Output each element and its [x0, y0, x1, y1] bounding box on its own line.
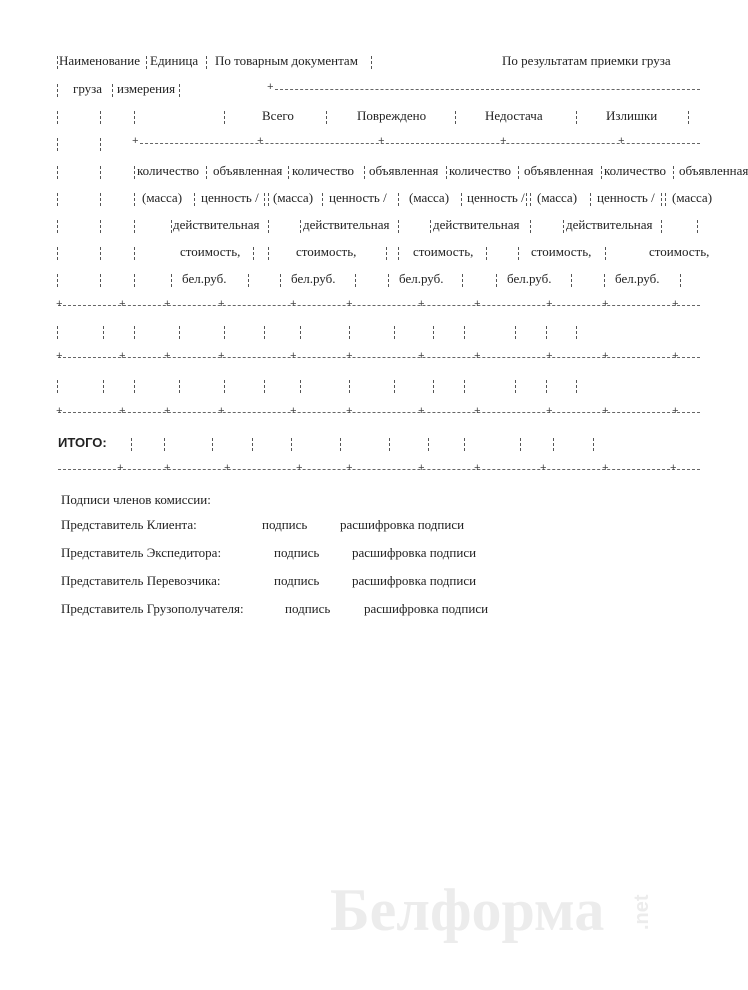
rule-plus: + — [290, 351, 297, 363]
subcol-qty-2: (масса) — [672, 190, 713, 205]
rule-bar — [697, 220, 699, 233]
rule-bar — [398, 220, 400, 233]
rule-bar — [100, 111, 102, 124]
rule-plus: + — [56, 299, 63, 311]
rule-plus: + — [346, 299, 353, 311]
subcol-value-4: стоимость, — [296, 244, 357, 259]
rule-bar — [300, 380, 302, 393]
rule-bar — [433, 326, 435, 339]
rule-bar — [455, 111, 457, 124]
signature-sign: подпись — [285, 601, 331, 616]
rule-plus: + — [290, 299, 297, 311]
rule-plus: + — [670, 463, 677, 475]
col-name-header-2: груза — [73, 81, 103, 96]
rule-plus: + — [418, 463, 425, 475]
rule-plus: + — [56, 351, 63, 363]
subcol-value-4: стоимость, — [180, 244, 241, 259]
rule-bar — [605, 247, 607, 260]
rule-bar — [194, 193, 196, 206]
rule-bar — [212, 438, 214, 451]
subcol-value-5: бел.руб. — [507, 271, 552, 286]
rule-bar — [100, 220, 102, 233]
rule-bar — [57, 84, 59, 97]
rule-bar — [518, 247, 520, 260]
rule-bar — [134, 111, 136, 124]
rule-plus: + — [618, 136, 625, 148]
rule-bar — [57, 138, 59, 151]
rule-bar — [601, 166, 603, 179]
rule-bar — [428, 438, 430, 451]
subcol-value-5: бел.руб. — [291, 271, 336, 286]
rule-plus: + — [500, 136, 507, 148]
subcol-value-3: действительная — [566, 217, 653, 232]
signature-decode: расшифровка подписи — [352, 573, 477, 588]
rule-plus: + — [119, 351, 126, 363]
rule-dash — [275, 89, 700, 90]
rule-bar — [134, 274, 136, 287]
rule-plus: + — [224, 463, 231, 475]
rule-plus: + — [56, 406, 63, 418]
group-shortage: Недостача — [485, 108, 543, 123]
rule-bar — [248, 274, 250, 287]
rule-plus: + — [672, 299, 679, 311]
rule-plus: + — [117, 463, 124, 475]
rule-bar — [680, 274, 682, 287]
rule-bar — [340, 438, 342, 451]
rule-plus: + — [346, 463, 353, 475]
subcol-value-5: бел.руб. — [182, 271, 227, 286]
by-docs-header: По товарным документам — [215, 53, 358, 68]
rule-bar — [300, 326, 302, 339]
rule-bar — [464, 380, 466, 393]
subcol-value: объявленная — [524, 163, 594, 178]
rule-plus: + — [418, 351, 425, 363]
rule-plus: + — [164, 299, 171, 311]
rule-bar — [398, 247, 400, 260]
rule-bar — [464, 438, 466, 451]
rule-bar — [604, 274, 606, 287]
rule-bar — [461, 193, 463, 206]
rule-bar — [57, 326, 59, 339]
rule-plus: + — [418, 406, 425, 418]
subcol-value: объявленная — [369, 163, 439, 178]
rule-bar — [546, 380, 548, 393]
rule-plus: + — [602, 299, 609, 311]
rule-plus: + — [257, 136, 264, 148]
subcol-value: объявленная — [213, 163, 283, 178]
rule-bar — [398, 193, 400, 206]
rule-bar — [518, 166, 520, 179]
rule-bar — [100, 247, 102, 260]
rule-bar — [164, 438, 166, 451]
rule-dash — [140, 143, 700, 144]
rule-bar — [268, 193, 270, 206]
rule-bar — [134, 380, 136, 393]
signature-decode: расшифровка подписи — [364, 601, 489, 616]
subcol-value-2: ценность / — [467, 190, 525, 205]
subcol-value-2: ценность / — [597, 190, 655, 205]
rule-bar — [134, 220, 136, 233]
subcol-value-4: стоимость, — [413, 244, 474, 259]
rule-bar — [394, 326, 396, 339]
rule-bar — [576, 326, 578, 339]
rule-bar — [100, 138, 102, 151]
rule-plus: + — [474, 406, 481, 418]
rule-plus: + — [218, 351, 225, 363]
rule-plus: + — [546, 351, 553, 363]
rule-bar — [268, 220, 270, 233]
rule-plus: + — [602, 351, 609, 363]
subcol-value-4: стоимость, — [531, 244, 592, 259]
rule-bar — [530, 193, 532, 206]
rule-bar — [57, 166, 59, 179]
subcol-qty-2: (масса) — [537, 190, 578, 205]
rule-bar — [112, 84, 114, 97]
col-unit-header-2: измерения — [117, 81, 176, 96]
rule-bar — [546, 326, 548, 339]
subcol-value-2: ценность / — [329, 190, 387, 205]
rule-bar — [131, 438, 133, 451]
rule-plus: + — [132, 136, 139, 148]
signature-sign: подпись — [274, 545, 320, 560]
signature-role: Представитель Экспедитора: — [61, 545, 222, 560]
subcol-qty: количество — [449, 163, 512, 178]
rule-bar — [571, 274, 573, 287]
rule-bar — [433, 380, 435, 393]
rule-bar — [264, 193, 266, 206]
rule-bar — [134, 193, 136, 206]
signature-role: Представитель Клиента: — [61, 517, 197, 532]
rule-plus: + — [296, 463, 303, 475]
subcol-qty: количество — [604, 163, 667, 178]
subcol-value-2: ценность / — [201, 190, 259, 205]
rule-bar — [688, 111, 690, 124]
rule-bar — [171, 274, 173, 287]
rule-bar — [520, 438, 522, 451]
rule-bar — [134, 166, 136, 179]
rule-bar — [179, 84, 181, 97]
rule-bar — [355, 274, 357, 287]
total-label: ИТОГО: — [58, 435, 107, 450]
subcol-value-5: бел.руб. — [399, 271, 444, 286]
signature-decode: расшифровка подписи — [340, 517, 465, 532]
rule-bar — [134, 326, 136, 339]
rule-bar — [593, 438, 595, 451]
rule-plus: + — [164, 351, 171, 363]
signatures-title: Подписи членов комиссии: — [61, 492, 211, 507]
subcol-value: объявленная — [679, 163, 748, 178]
rule-plus: + — [602, 406, 609, 418]
rule-plus: + — [346, 406, 353, 418]
rule-bar — [291, 438, 293, 451]
rule-bar — [264, 380, 266, 393]
signature-sign: подпись — [262, 517, 308, 532]
rule-bar — [665, 193, 667, 206]
rule-plus: + — [346, 351, 353, 363]
rule-bar — [300, 220, 302, 233]
rule-bar — [224, 380, 226, 393]
col-name-header: Наименование — [59, 53, 140, 68]
rule-bar — [100, 193, 102, 206]
rule-bar — [371, 56, 373, 69]
group-damaged: Повреждено — [357, 108, 427, 123]
rule-bar — [253, 247, 255, 260]
group-surplus: Излишки — [606, 108, 658, 123]
rule-bar — [103, 380, 105, 393]
rule-bar — [224, 326, 226, 339]
rule-plus: + — [602, 463, 609, 475]
rule-bar — [100, 274, 102, 287]
rule-plus: + — [474, 463, 481, 475]
rule-plus: + — [164, 463, 171, 475]
rule-bar — [264, 326, 266, 339]
rule-plus: + — [290, 406, 297, 418]
rule-bar — [389, 438, 391, 451]
rule-bar — [134, 247, 136, 260]
signature-role: Представитель Грузополучателя: — [61, 601, 244, 616]
watermark-brand: Белформа — [330, 877, 605, 943]
watermark-logo — [330, 868, 660, 943]
subcol-value-3: действительная — [433, 217, 520, 232]
rule-bar — [280, 274, 282, 287]
rule-plus: + — [418, 299, 425, 311]
rule-plus: + — [474, 351, 481, 363]
rule-plus: + — [119, 406, 126, 418]
rule-bar — [576, 111, 578, 124]
rule-bar — [252, 438, 254, 451]
rule-bar — [563, 220, 565, 233]
rule-bar — [446, 166, 448, 179]
rule-bar — [179, 326, 181, 339]
rule-bar — [673, 166, 675, 179]
rule-bar — [57, 380, 59, 393]
rule-bar — [206, 56, 208, 69]
rule-bar — [530, 220, 532, 233]
rule-bar — [288, 166, 290, 179]
watermark-tld: .net — [631, 894, 653, 930]
rule-bar — [486, 247, 488, 260]
rule-bar — [103, 326, 105, 339]
rule-bar — [462, 274, 464, 287]
rule-bar — [268, 247, 270, 260]
rule-plus: + — [546, 299, 553, 311]
signature-sign: подпись — [274, 573, 320, 588]
subcol-value-5: бел.руб. — [615, 271, 660, 286]
rule-bar — [464, 326, 466, 339]
subcol-qty-2: (масса) — [409, 190, 450, 205]
rule-bar — [349, 380, 351, 393]
rule-bar — [57, 220, 59, 233]
rule-bar — [394, 380, 396, 393]
rule-bar — [590, 193, 592, 206]
rule-bar — [322, 193, 324, 206]
rule-plus: + — [672, 406, 679, 418]
signature-decode: расшифровка подписи — [352, 545, 477, 560]
subcol-value-4: стоимость, — [649, 244, 710, 259]
rule-plus: + — [119, 299, 126, 311]
rule-bar — [57, 193, 59, 206]
rule-bar — [515, 380, 517, 393]
rule-bar — [100, 166, 102, 179]
rule-bar — [224, 111, 226, 124]
subcol-qty: количество — [137, 163, 200, 178]
rule-bar — [576, 380, 578, 393]
rule-plus: + — [267, 82, 274, 94]
rule-bar — [364, 166, 366, 179]
rule-plus: + — [378, 136, 385, 148]
subcol-value-3: действительная — [173, 217, 260, 232]
group-total: Всего — [262, 108, 294, 123]
rule-plus: + — [546, 406, 553, 418]
rule-bar — [661, 220, 663, 233]
subcol-qty-2: (масса) — [142, 190, 183, 205]
rule-bar — [146, 56, 148, 69]
signature-role: Представитель Перевозчика: — [61, 573, 221, 588]
subcol-qty-2: (масса) — [273, 190, 314, 205]
rule-plus: + — [218, 406, 225, 418]
rule-bar — [57, 111, 59, 124]
rule-plus: + — [474, 299, 481, 311]
subcol-qty: количество — [292, 163, 355, 178]
col-unit-header: Единица — [150, 53, 199, 68]
rule-bar — [386, 247, 388, 260]
rule-bar — [326, 111, 328, 124]
rule-plus: + — [672, 351, 679, 363]
rule-plus: + — [164, 406, 171, 418]
rule-plus: + — [218, 299, 225, 311]
rule-bar — [206, 166, 208, 179]
rule-plus: + — [540, 463, 547, 475]
rule-bar — [430, 220, 432, 233]
rule-bar — [179, 380, 181, 393]
by-receipt-header: По результатам приемки груза — [502, 53, 671, 68]
rule-bar — [57, 247, 59, 260]
rule-bar — [515, 326, 517, 339]
rule-bar — [553, 438, 555, 451]
rule-bar — [661, 193, 663, 206]
rule-bar — [496, 274, 498, 287]
subcol-value-3: действительная — [303, 217, 390, 232]
rule-bar — [57, 274, 59, 287]
rule-bar — [388, 274, 390, 287]
rule-bar — [349, 326, 351, 339]
rule-bar — [526, 193, 528, 206]
